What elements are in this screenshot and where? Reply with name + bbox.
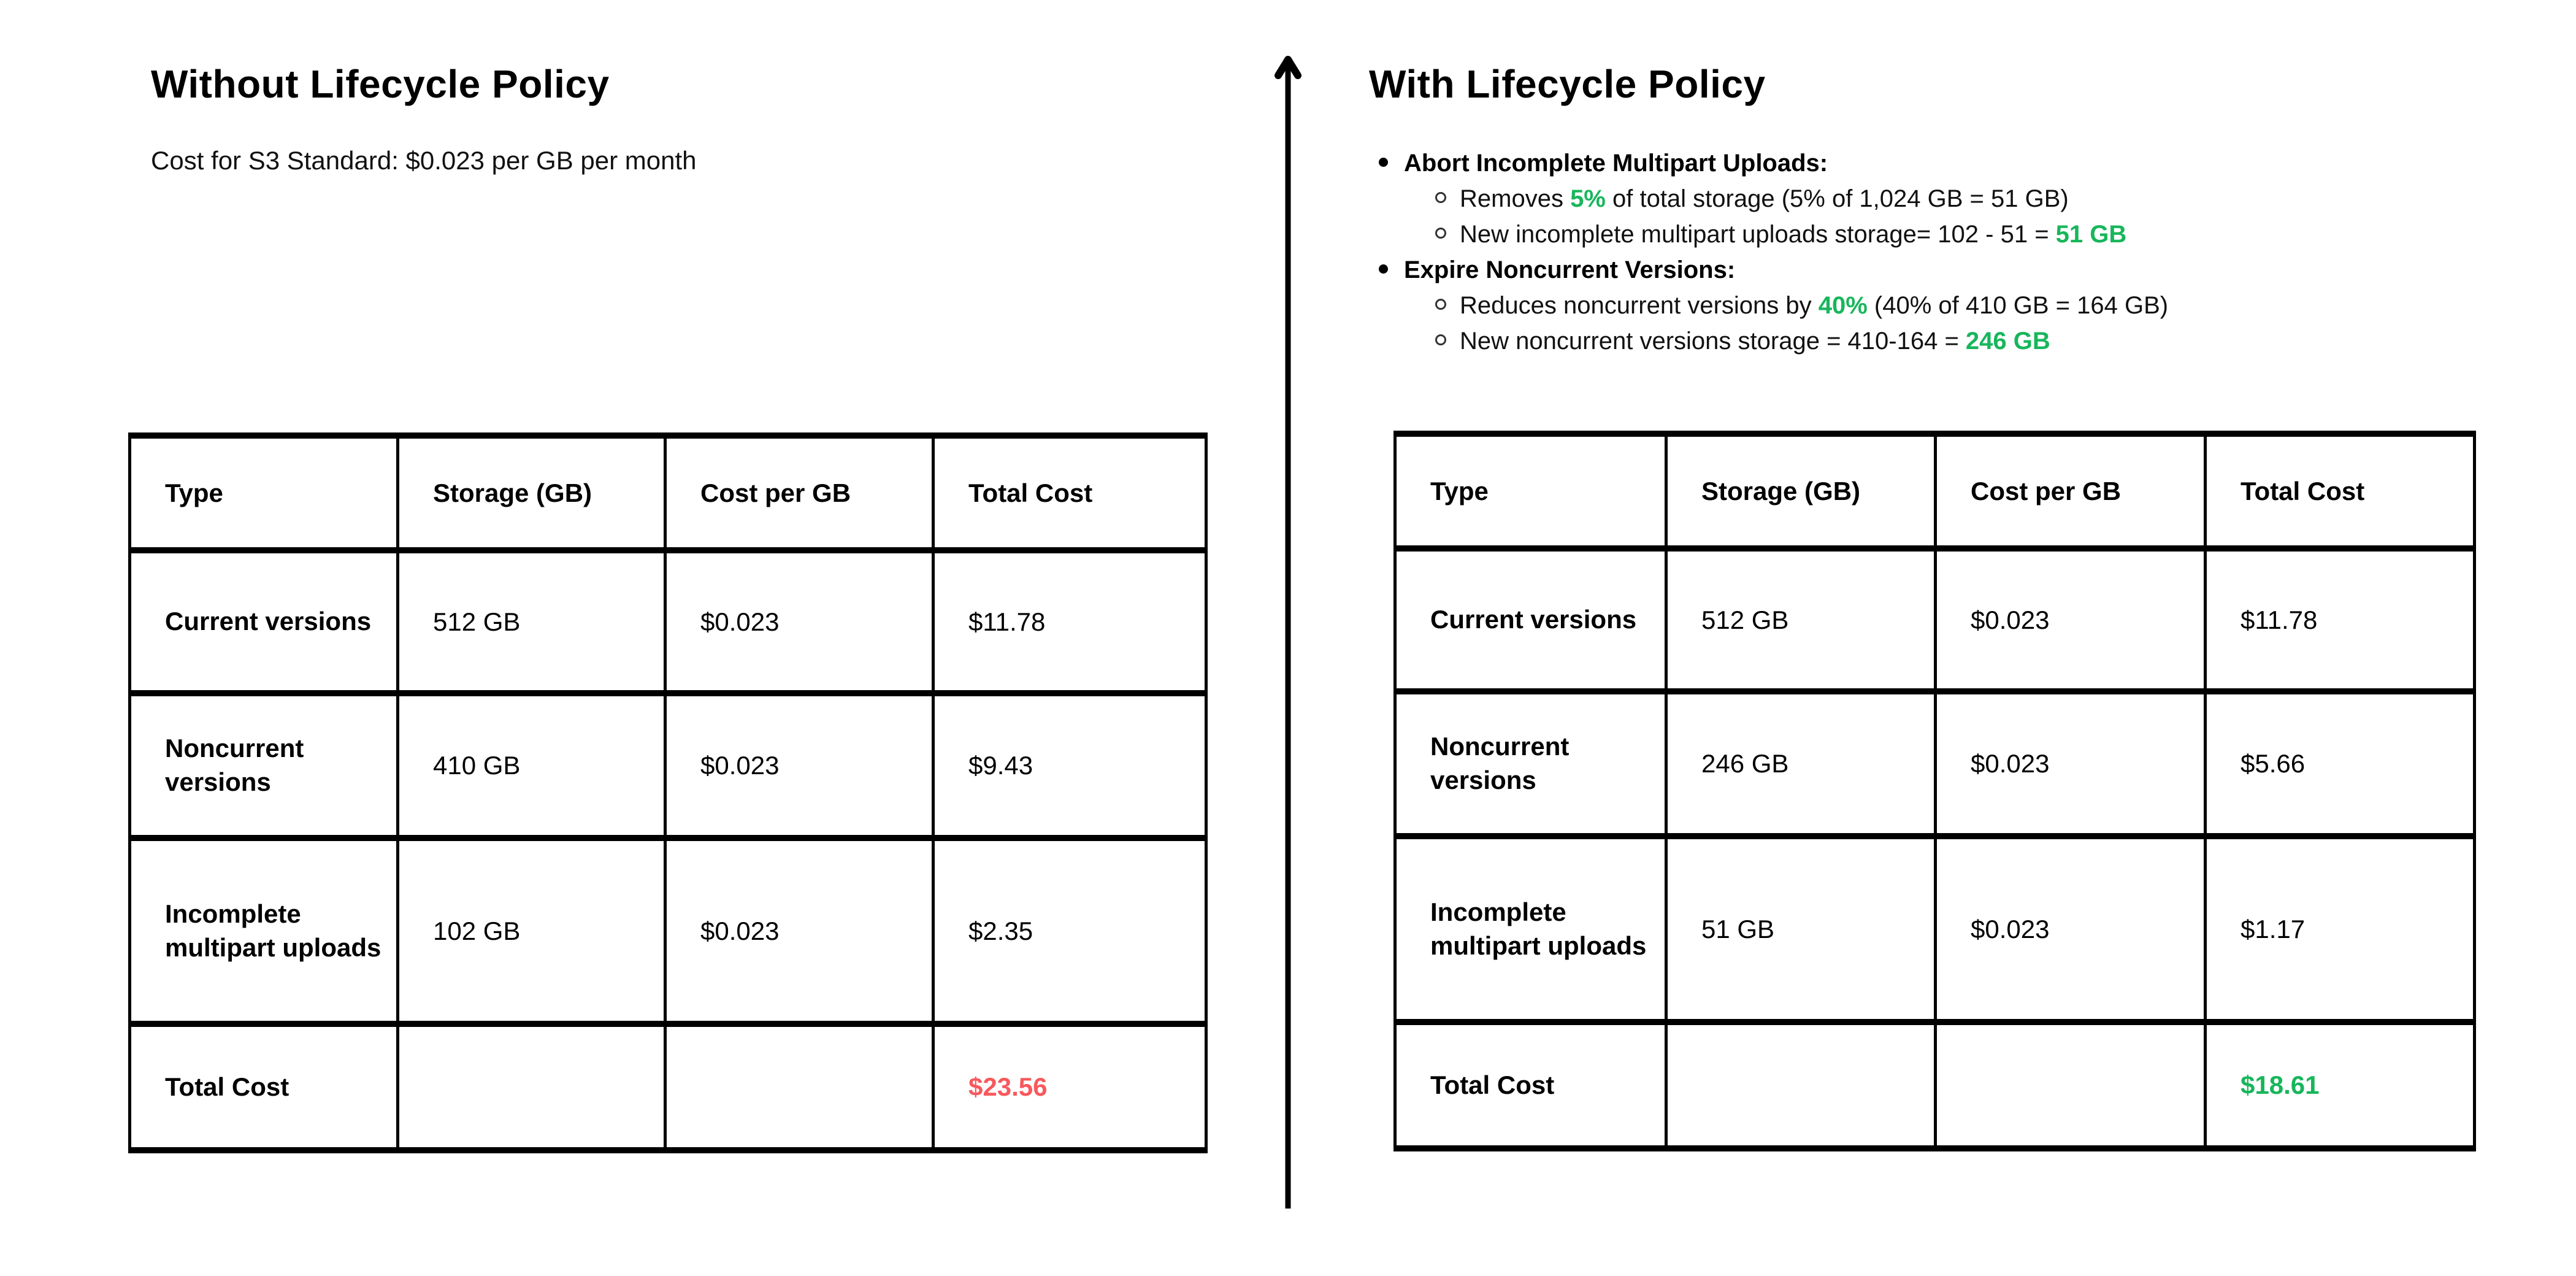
bullet-ring-icon (1435, 299, 1446, 310)
bullet-text-segment: New noncurrent versions storage = 410-164 = (1460, 328, 1966, 355)
header-cell-type: Type (1395, 434, 1666, 548)
bullet-dot-icon (1379, 264, 1388, 274)
cell-storage: 410 GB (398, 693, 665, 838)
list-item (1379, 147, 2513, 183)
table-row (130, 693, 1206, 838)
total-row-label: Total Cost (1395, 1022, 1666, 1148)
policy-bullet-list (1379, 147, 2513, 361)
bullet-ring-icon (1435, 334, 1446, 345)
highlight-246gb: 246 GB (1965, 328, 2050, 355)
table-row (130, 838, 1206, 1024)
cell-total: $9.43 (933, 693, 1206, 838)
row-label-noncurrent-versions: Noncurrent versions (1395, 691, 1666, 836)
bullet-abort-multipart: Abort Incomplete Multipart Uploads: (1404, 150, 1828, 177)
total-row-label: Total Cost (130, 1024, 398, 1150)
bullet-text-segment: of total storage (5% of 1,024 GB = 51 GB) (1605, 185, 2069, 212)
table-cell-empty (1936, 1022, 2206, 1148)
bullet-reduces-40pct (1460, 290, 2168, 321)
without-policy-table (128, 432, 1208, 1153)
bullet-dot-icon (1379, 158, 1388, 167)
cell-total: $5.66 (2206, 691, 2475, 836)
row-label-incomplete-multipart: Incomplete multipart uploads (1395, 836, 1666, 1022)
header-cell-total-cost: Total Cost (933, 436, 1206, 550)
list-item (1435, 183, 2513, 218)
table-row (1395, 836, 2475, 1022)
cell-storage: 246 GB (1666, 691, 1936, 836)
total-row (1395, 1022, 2475, 1148)
bullet-new-noncurrent-storage (1460, 325, 2050, 357)
cell-total: $1.17 (2206, 836, 2475, 1022)
table-row (130, 550, 1206, 693)
cell-storage: 102 GB (398, 838, 665, 1024)
header-cell-storage: Storage (GB) (1666, 434, 1936, 548)
without-policy-title: Without Lifecycle Policy (151, 62, 610, 106)
cell-cost-per-gb: $0.023 (665, 838, 933, 1024)
list-item (1435, 325, 2513, 361)
row-label-current-versions: Current versions (130, 550, 398, 693)
with-policy-table (1393, 431, 2476, 1151)
s3-standard-cost-note: Cost for S3 Standard: $0.023 per GB per month (151, 146, 697, 175)
cell-cost-per-gb: $0.023 (1936, 691, 2206, 836)
cell-total: $11.78 (2206, 548, 2475, 691)
table-cell-empty (398, 1024, 665, 1150)
bullet-expire-noncurrent: Expire Noncurrent Versions: (1404, 256, 1736, 283)
list-item (1379, 254, 2513, 290)
row-label-noncurrent-versions: Noncurrent versions (130, 693, 398, 838)
divider-up-arrow-icon (1252, 40, 1324, 1215)
cell-cost-per-gb: $0.023 (1936, 836, 2206, 1022)
row-label-incomplete-multipart: Incomplete multipart uploads (130, 838, 398, 1024)
table-row (1395, 548, 2475, 691)
header-cell-cost-per-gb: Cost per GB (665, 436, 933, 550)
bullet-removes-5pct (1460, 183, 2069, 215)
total-row (130, 1024, 1206, 1150)
bullet-text-segment: Reduces noncurrent versions by (1460, 292, 1819, 319)
bullet-new-multipart-storage (1460, 218, 2126, 250)
list-item (1435, 218, 2513, 254)
with-policy-title: With Lifecycle Policy (1369, 62, 1766, 106)
table-cell-empty (1666, 1022, 1936, 1148)
cell-cost-per-gb: $0.023 (1936, 548, 2206, 691)
bullet-text-segment: (40% of 410 GB = 164 GB) (1867, 292, 2169, 319)
cell-cost-per-gb: $0.023 (665, 693, 933, 838)
highlight-40pct: 40% (1818, 292, 1868, 319)
bullet-ring-icon (1435, 228, 1446, 239)
table-cell-empty (665, 1024, 933, 1150)
table-header-row (1395, 434, 2475, 548)
row-label-current-versions: Current versions (1395, 548, 1666, 691)
cell-total: $2.35 (933, 838, 1206, 1024)
bullet-text-segment: Removes (1460, 185, 1571, 212)
header-cell-cost-per-gb: Cost per GB (1936, 434, 2206, 548)
cell-storage: 51 GB (1666, 836, 1936, 1022)
cell-total: $11.78 (933, 550, 1206, 693)
table-header-row (130, 436, 1206, 550)
header-cell-storage: Storage (GB) (398, 436, 665, 550)
cell-cost-per-gb: $0.023 (665, 550, 933, 693)
cell-storage: 512 GB (1666, 548, 1936, 691)
bullet-text-segment: New incomplete multipart uploads storage= 102 - 51 = (1460, 221, 2056, 248)
total-cost-value-green: $18.61 (2206, 1022, 2475, 1148)
list-item (1435, 290, 2513, 325)
highlight-51gb: 51 GB (2055, 221, 2127, 248)
header-cell-type: Type (130, 436, 398, 550)
table-row (1395, 691, 2475, 836)
bullet-ring-icon (1435, 192, 1446, 203)
cell-storage: 512 GB (398, 550, 665, 693)
total-cost-value-red: $23.56 (933, 1024, 1206, 1150)
header-cell-total-cost: Total Cost (2206, 434, 2475, 548)
highlight-5pct: 5% (1570, 185, 1606, 212)
